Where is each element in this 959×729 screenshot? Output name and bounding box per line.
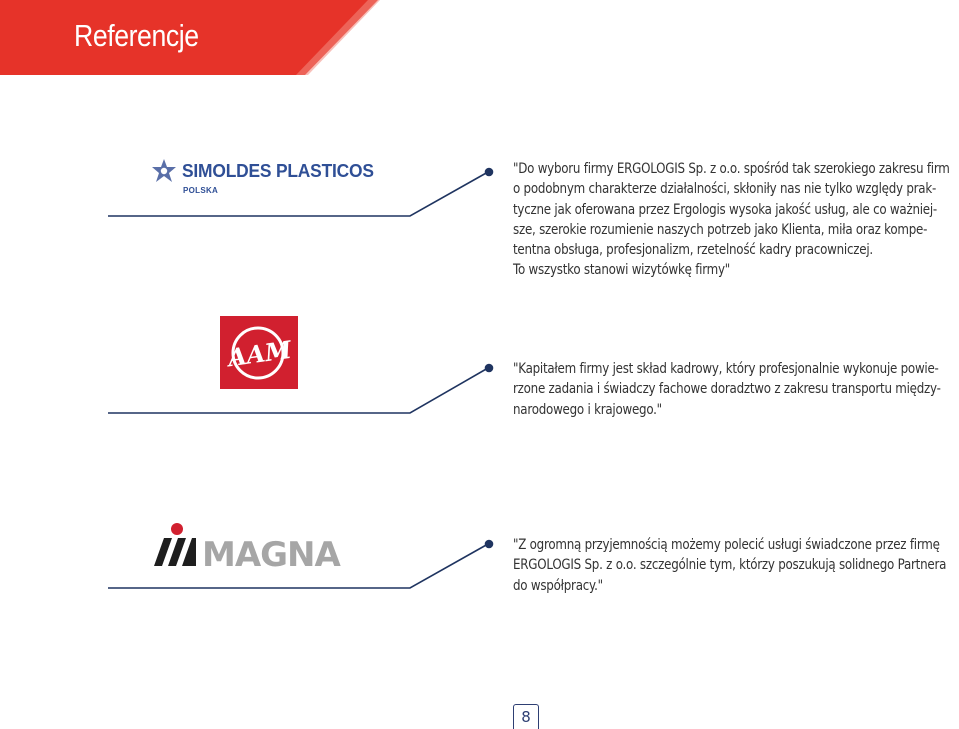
simoldes-logo-subtext: POLSKA	[183, 186, 219, 195]
aam-logo-text: AAM	[226, 334, 294, 373]
quote-line: sze, szerokie rozumienie naszych potrzeb jako Klienta, miła oraz kompe-	[513, 221, 928, 238]
quote-line: To wszystko stanowi wizytówkę firmy"	[513, 262, 730, 279]
quote-line: do współpracy."	[513, 577, 603, 594]
quote-line: "Kapitałem firmy jest skład kadrowy, który profesjonalnie wykonuje powie-	[513, 361, 939, 377]
reference-quote-magna	[513, 535, 956, 596]
reference-quote-simoldes	[513, 159, 956, 281]
simoldes-star-icon	[150, 158, 178, 184]
connector-dot	[485, 364, 494, 373]
quote-line: o podobnym charakterze działalności, skłoniły nas nie tylko względy prak-	[513, 181, 937, 198]
page-title: Referencje	[74, 18, 199, 53]
page-number: 8	[513, 704, 539, 729]
simoldes-plasticos-logo	[150, 158, 380, 203]
quote-line: tyczne jak oferowana przez Ergologis wysoka jakość usług, ale co ważniej-	[513, 201, 937, 218]
quote-line: tentna obsługa, profesjonalizm, rzetelność kadry pracowniczej.	[513, 242, 873, 259]
magna-logo	[152, 522, 364, 570]
quote-line: rzone zadania i świadczy fachowe doradztwo z zakresu transportu między-	[513, 381, 941, 398]
quote-line: "Do wyboru firmy ERGOLOGIS Sp. z o.o. spośród tak szerokiego zakresu firm	[513, 161, 950, 177]
quote-line: narodowego i krajowego."	[513, 401, 662, 418]
quote-line: "Z ogromną przyjemnością możemy polecić usługi świadczone przez firmę	[513, 537, 940, 553]
magna-logo-text: MAGNA	[202, 535, 340, 570]
connector-dot	[485, 168, 494, 177]
quote-line: ERGOLOGIS Sp. z o.o. szczególnie tym, którzy poszukują solidnego Partnera	[513, 557, 947, 574]
aam-logo	[220, 316, 298, 389]
connector-dot	[485, 540, 494, 549]
simoldes-logo-text: SIMOLDES PLASTICOS	[182, 160, 374, 181]
reference-quote-aam	[513, 359, 956, 420]
